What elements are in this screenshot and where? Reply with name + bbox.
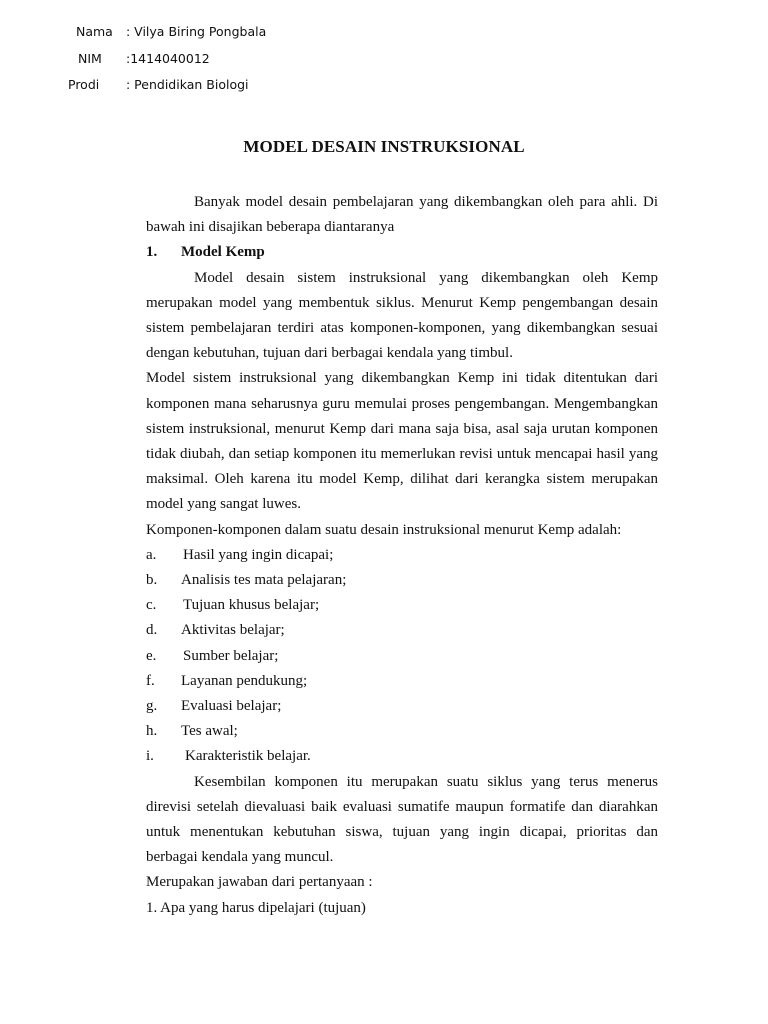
question-intro: Merupakan jawaban dari pertanyaan : (146, 874, 373, 891)
info-label: NIM (78, 51, 102, 66)
list-item (146, 593, 658, 618)
list-text: Layanan pendukung; (181, 672, 308, 689)
list-text: Tes awal; (181, 723, 238, 740)
list-item (146, 644, 658, 669)
list-text: Sumber belajar; (183, 647, 279, 664)
info-label: Nama (76, 24, 113, 39)
component-list (146, 543, 658, 770)
document-body (146, 190, 658, 921)
info-label: Prodi (68, 77, 100, 92)
list-marker: i. (146, 748, 154, 765)
list-marker: d. (146, 622, 158, 639)
list-item (146, 694, 658, 719)
list-marker: b. (146, 572, 158, 589)
list-marker: e. (146, 647, 157, 664)
list-text: Tujuan khusus belajar; (183, 597, 320, 614)
list-marker: c. (146, 597, 157, 614)
list-item (146, 543, 658, 568)
list-text: Karakteristik belajar. (185, 748, 311, 765)
list-item (146, 719, 658, 744)
list-marker: g. (146, 698, 158, 715)
section-title: Model Kemp (181, 244, 265, 261)
document-title: MODEL DESAIN INSTRUKSIONAL (243, 137, 525, 156)
info-value: :1414040012 (126, 51, 210, 66)
info-value: : Pendidikan Biologi (126, 77, 249, 92)
paragraph: Komponen-komponen dalam suatu desain instruksional menurut Kemp adalah: (146, 521, 622, 538)
info-value: : Vilya Biring Pongbala (126, 24, 267, 39)
paragraph: Model sistem instruksional yang dikembangkan Kemp ini tidak ditentukan dari komponen mana seharusnya guru memulai proses pengembangan. Mengembangkan sistem instruksional, menurut Kemp dari mana saja bisa, asal saja urutan komponen tidak diubah, dan setiap komponen itu memerlukan revisi untuk mencapai hasil yang maksimal. Oleh karena itu model Kemp, dilihat dari kerangka sistem merupakan model yang sangat luwes. (146, 370, 658, 513)
list-item (146, 669, 658, 694)
list-item (146, 568, 658, 593)
section-heading (146, 240, 658, 265)
closing-paragraph: Kesembilan komponen itu merupakan suatu siklus yang terus menerus direvisi setelah dievaluasi baik evaluasi sumatife maupun formatife dan diarahkan untuk menentukan kebutuhan siswa, tujuan yang ingin dicapai, prioritas dan berbagai kendala yang muncul. (146, 773, 658, 866)
list-marker: h. (146, 723, 158, 740)
list-marker: f. (146, 672, 155, 689)
section-number: 1. (146, 244, 158, 261)
paragraph: Model desain sistem instruksional yang dikembangkan oleh Kemp merupakan model yang membentuk siklus. Menurut Kemp pengembangan desain sistem pembelajaran terdiri atas komponen-komponen, yang dikembangkan sesuai dengan kebutuhan, tujuan dari berbagai kendala yang timbul. (146, 269, 658, 362)
intro-paragraph: Banyak model desain pembelajaran yang dikembangkan oleh para ahli. Di bawah ini disajikan beberapa diantaranya (146, 194, 658, 236)
list-text: Aktivitas belajar; (181, 622, 285, 639)
list-item (146, 618, 658, 643)
list-text: Analisis tes mata pelajaran; (181, 572, 347, 589)
question-item: 1. Apa yang harus dipelajari (tujuan) (146, 899, 366, 916)
list-item (146, 744, 658, 769)
list-text: Evaluasi belajar; (181, 698, 282, 715)
list-marker: a. (146, 546, 157, 563)
list-text: Hasil yang ingin dicapai; (183, 546, 334, 563)
